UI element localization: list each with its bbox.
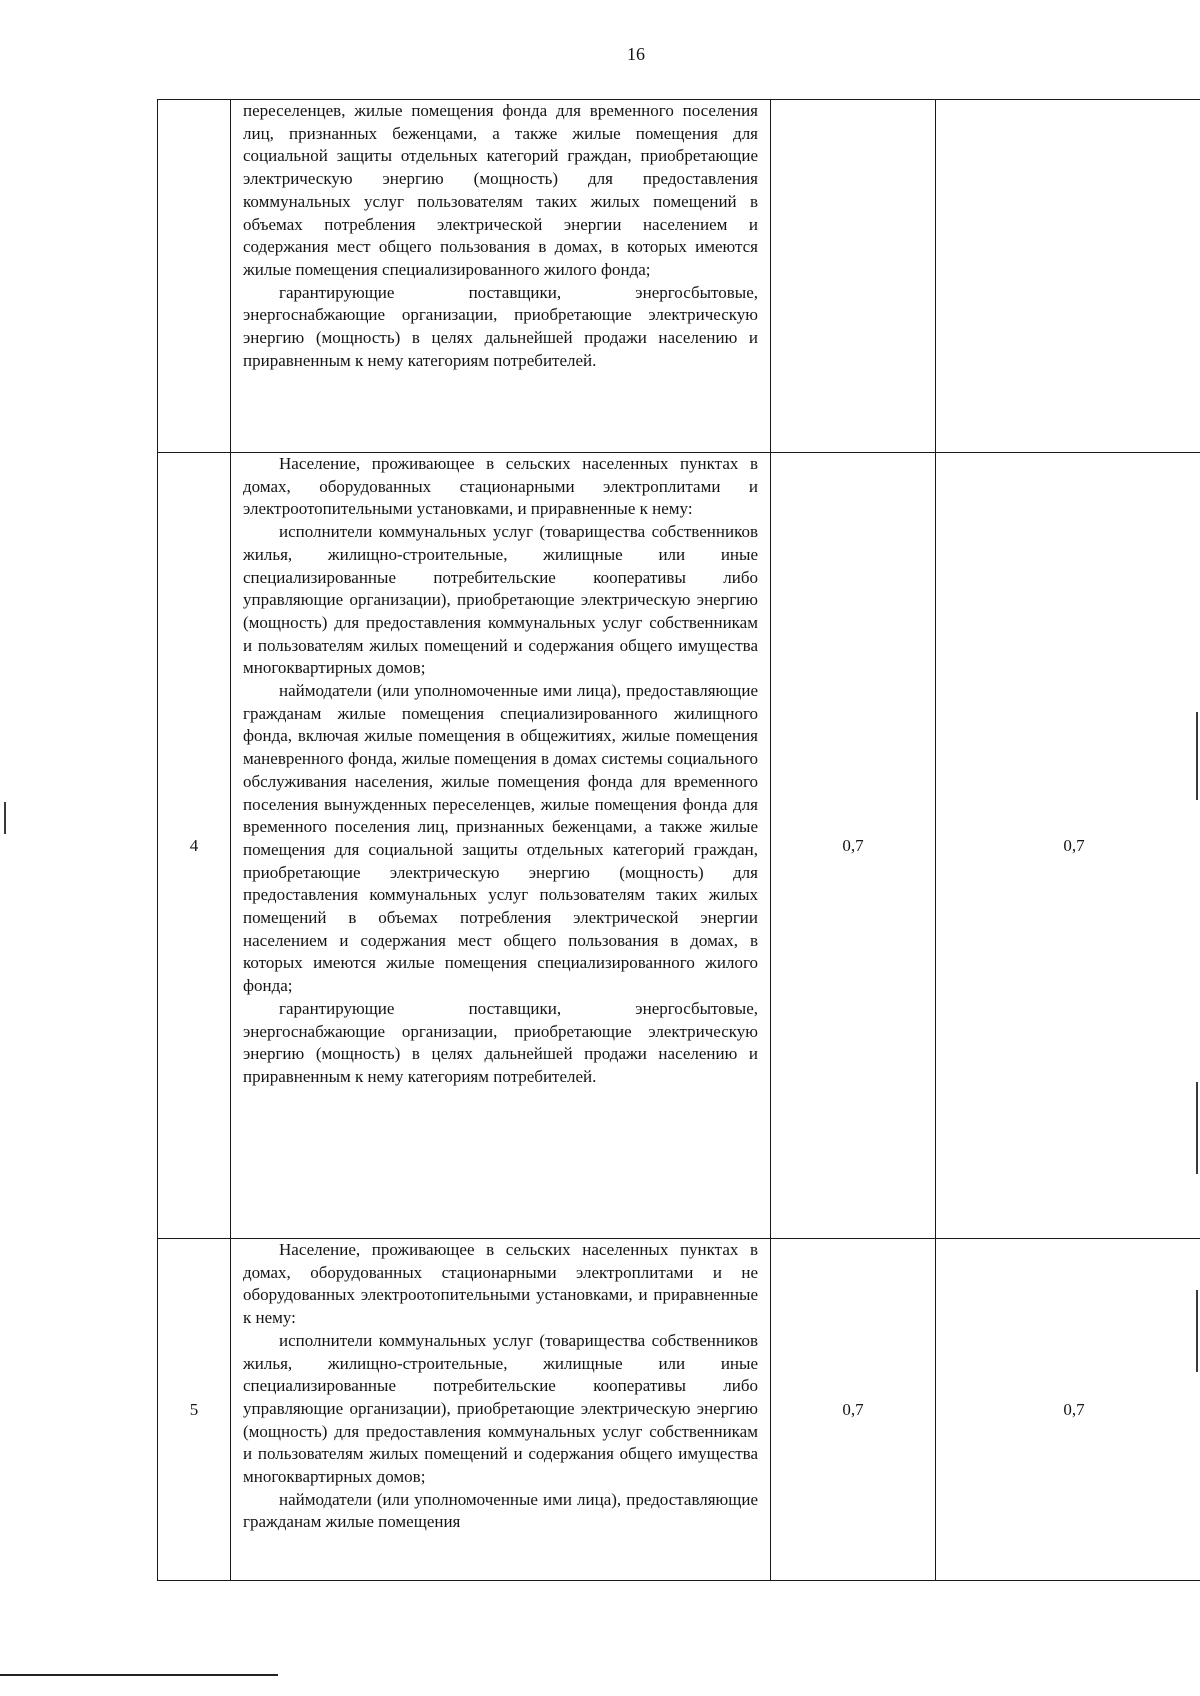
page-number: 16: [627, 44, 645, 64]
row-number: 4: [158, 453, 231, 1239]
table-row: [158, 100, 1200, 453]
description-paragraph: наймодатели (или уполномоченные ими лица), предоставляющие гражданам жилые помещения специализированного жилищного фонда, включая жилые помещения в общежитиях, жилые помещения маневренного фонда, жилые помещения в домах системы социального обслуживания населения, жилые помещения фонда для временного поселения вынужденных переселенцев, жилые помещения фонда для временного поселения лиц, признанных беженцами, а также жилые помещения для социальной защиты отдельных категорий граждан, приобретающие электрическую энергию (мощность) для предоставления коммунальных услуг пользователям таких жилых помещений в объемах потребления электрической энергии населением и содержания мест общего пользования в домах, в которых имеются жилые помещения специализированного жилого фонда;: [243, 681, 758, 996]
row-number: [158, 100, 231, 453]
description-paragraph: Население, проживающее в сельских населенных пунктах в домах, оборудованных стационарными электроплитами и не оборудованных электроотопительными установками, и приравненные к нему:: [243, 1240, 758, 1328]
row-value-2: [936, 100, 1200, 453]
table-row: [158, 453, 1200, 1239]
scan-mark-right: [1196, 712, 1198, 800]
row-description: [231, 1239, 771, 1581]
description-paragraph: гарантирующие поставщики, энергосбытовые, энергоснабжающие организации, приобретающие электрическую энергию (мощность) в целях дальнейшей продажи населению и приравненным к нему категориям потребителей.: [243, 998, 758, 1086]
description-paragraph: гарантирующие поставщики, энергосбытовые, энергоснабжающие организации, приобретающие электрическую энергию (мощность) в целях дальнейшей продажи населению и приравненным к нему категориям потребителей.: [243, 282, 758, 370]
scan-mark-right: [1196, 1290, 1198, 1372]
tariff-table: [157, 99, 1200, 1581]
description-paragraph: переселенцев, жилые помещения фонда для временного поселения лиц, признанных беженцами, а также жилые помещения для социальной защиты отдельных категорий граждан, приобретающие электрическую энергию (мощность) для предоставления коммунальных услуг пользователям таких жилых помещений в объемах потребления электрической энергии населением и содержания мест общего пользования в домах, в которых имеются жилые помещения специализированного жилого фонда;: [243, 101, 758, 279]
row-value-1: [771, 100, 936, 453]
row-value-1: 0,7: [771, 1239, 936, 1581]
row-value-2: 0,7: [936, 1239, 1200, 1581]
row-description: [231, 453, 771, 1239]
footnote-rule: [0, 1674, 278, 1676]
scan-mark-left: [4, 802, 6, 834]
row-value-2: 0,7: [936, 453, 1200, 1239]
row-value-1: 0,7: [771, 453, 936, 1239]
description-paragraph: исполнители коммунальных услуг (товарищества собственников жилья, жилищно-строительные, жилищные или иные специализированные потребительские кооперативы либо управляющие организации), приобретающие электрическую энергию (мощность) для предоставления коммунальных услуг собственникам и пользователям жилых помещений и содержания общего имущества многоквартирных домов;: [243, 1330, 758, 1487]
description-paragraph: Население, проживающее в сельских населенных пунктах в домах, оборудованных стационарными электроплитами и электроотопительными установками, и приравненные к нему:: [243, 454, 758, 519]
description-paragraph: наймодатели (или уполномоченные ими лица), предоставляющие гражданам жилые помещения: [243, 1489, 758, 1532]
row-description: [231, 100, 771, 453]
row-number: 5: [158, 1239, 231, 1581]
scan-mark-right: [1196, 1082, 1198, 1174]
table-row: [158, 1239, 1200, 1581]
description-paragraph: исполнители коммунальных услуг (товарищества собственников жилья, жилищно-строительные, жилищные или иные специализированные потребительские кооперативы либо управляющие организации), приобретающие электрическую энергию (мощность) для предоставления коммунальных услуг собственникам и пользователям жилых помещений и содержания общего имущества многоквартирных домов;: [243, 522, 758, 678]
